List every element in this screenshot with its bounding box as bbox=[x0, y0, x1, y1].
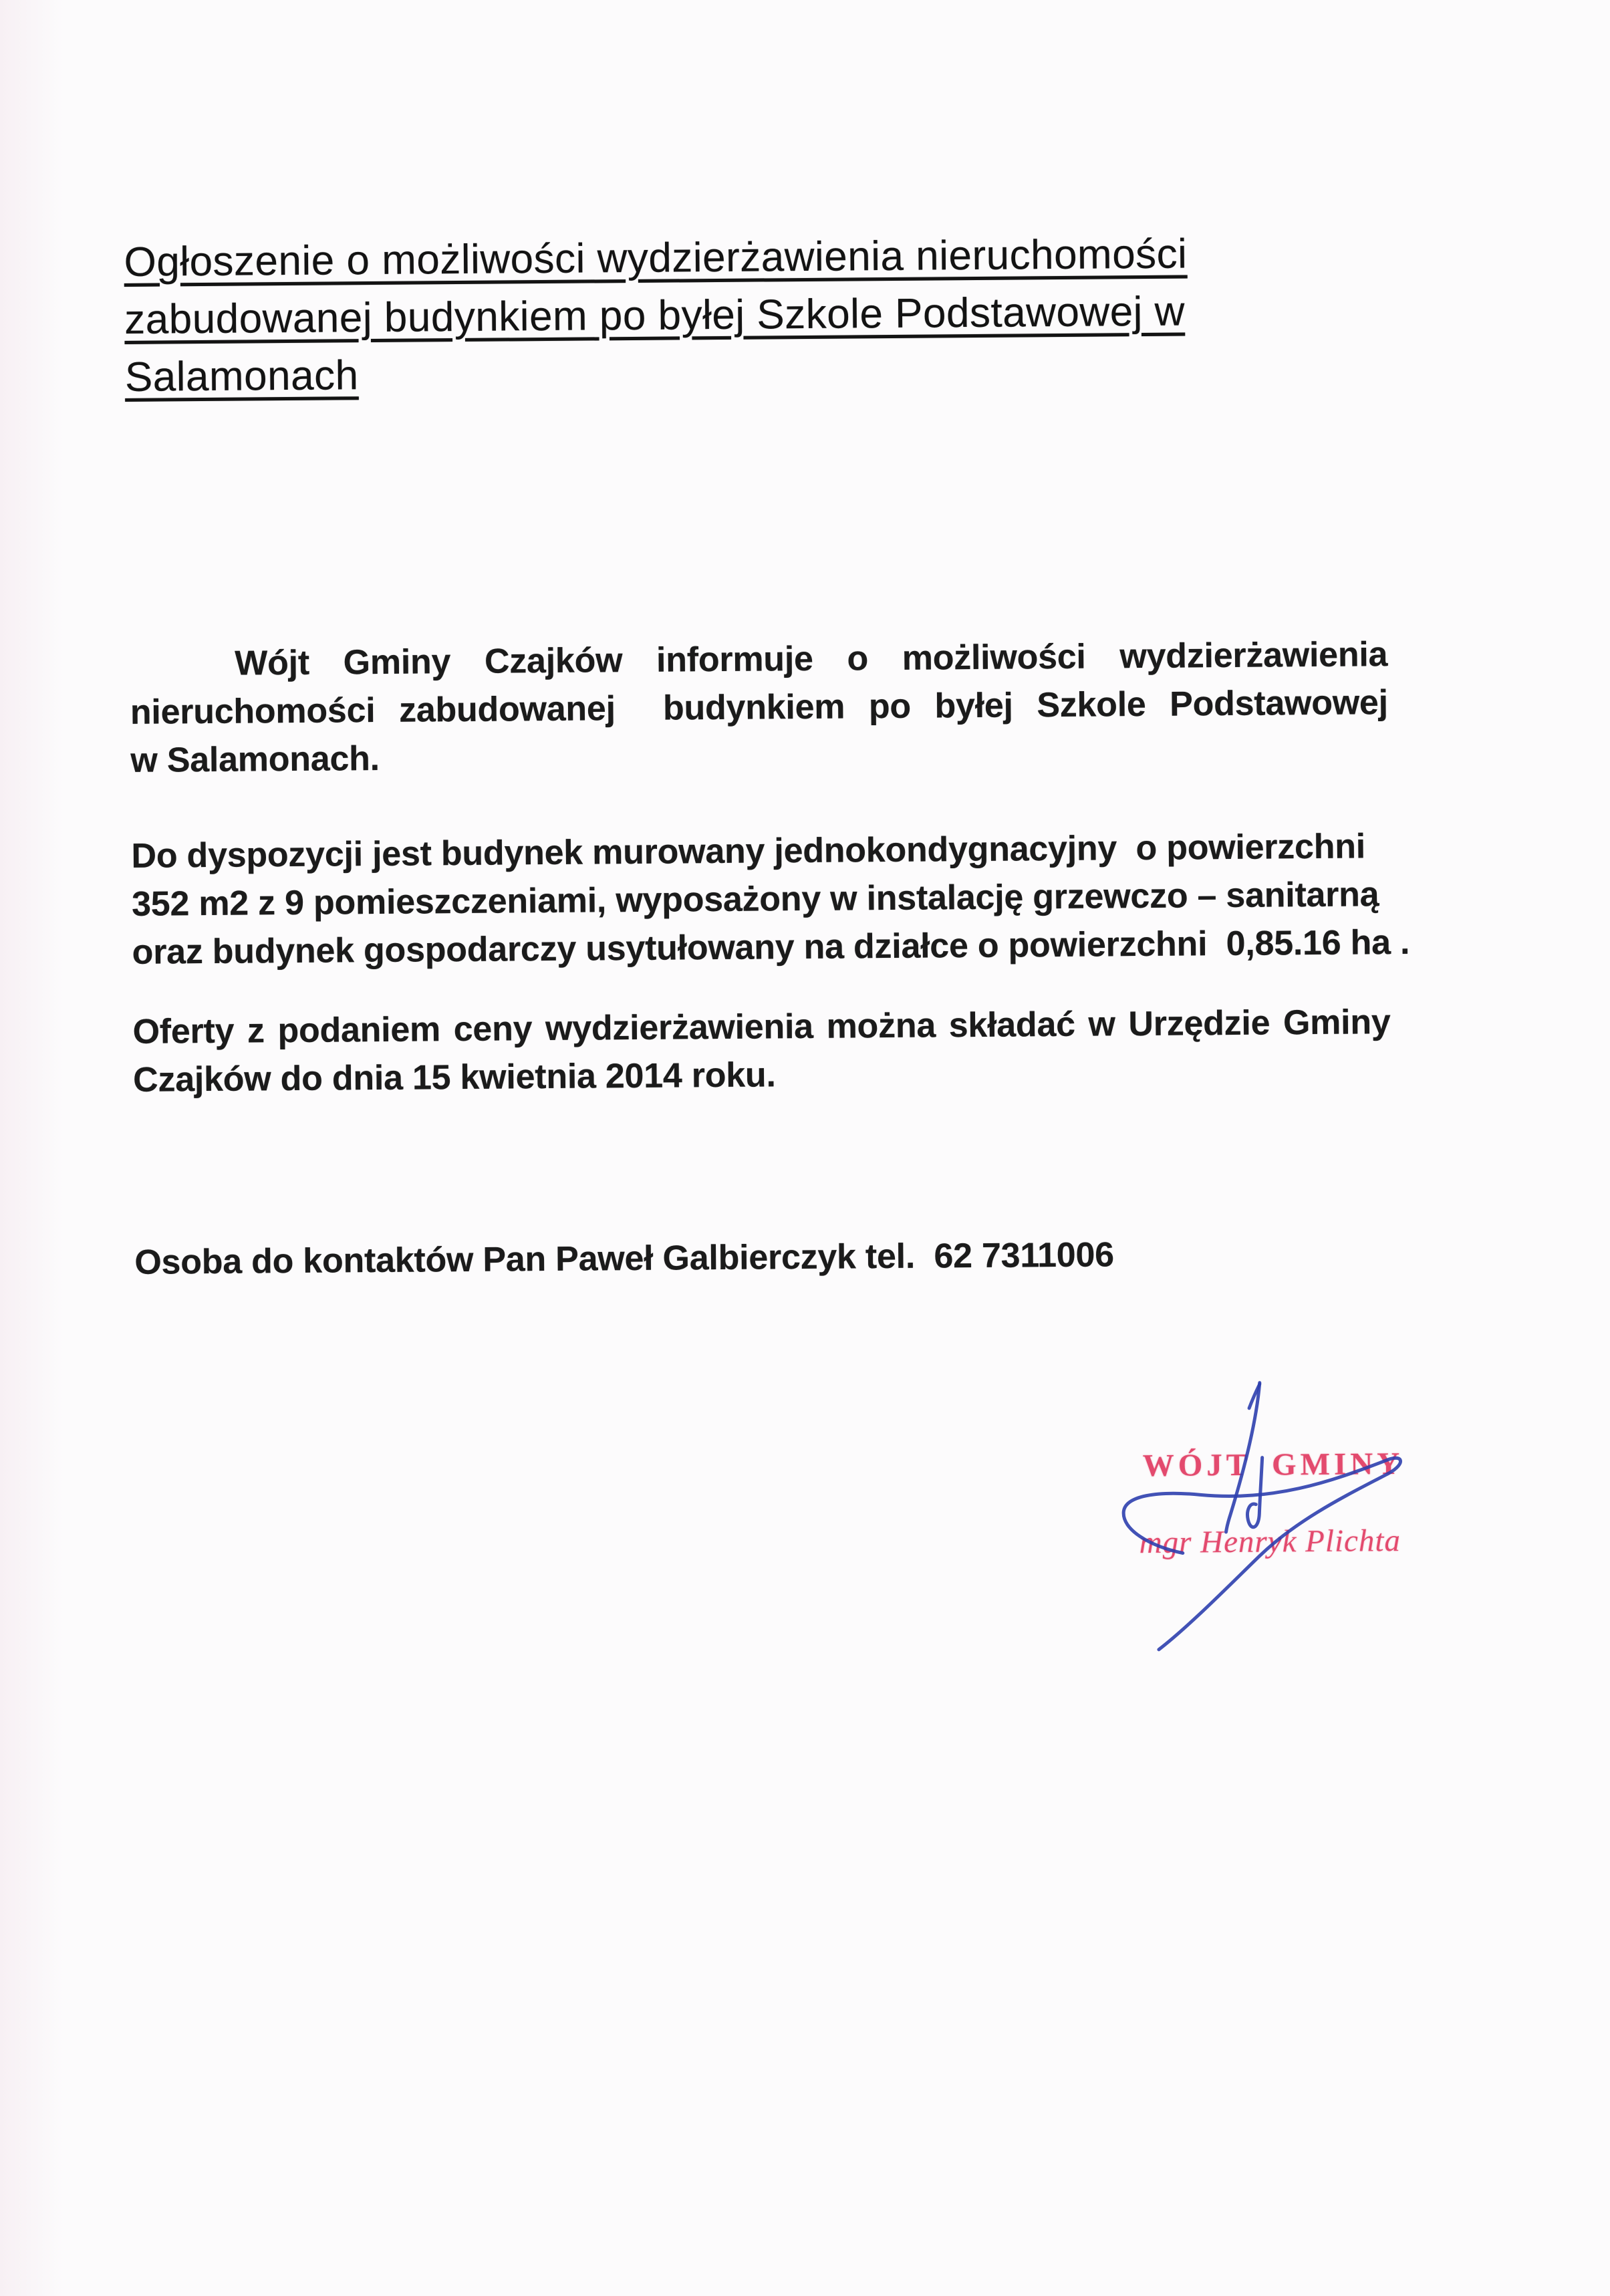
paragraph-building-description bbox=[131, 822, 1410, 977]
body-line: nieruchomości zabudowanej budynkiem po byłej Szkole Podstawowej bbox=[130, 683, 1389, 732]
paragraph-intro bbox=[130, 630, 1389, 785]
body-line: w Salamonach. bbox=[130, 739, 380, 780]
signature-stroke bbox=[1247, 1458, 1263, 1527]
body-line: Czajków do dnia 15 kwietnia 2014 roku. bbox=[132, 1055, 776, 1100]
signature-stroke bbox=[1225, 1383, 1261, 1532]
body-line: Oferty z podaniem ceny wydzierżawienia można składać w Urzędzie Gminy bbox=[132, 1003, 1391, 1051]
body-line: oraz budynek gospodarczy usytułowany na działce o powierzchni 0,85.16 ha . bbox=[132, 922, 1410, 972]
body-line: Wójt Gminy Czajków informuje o możliwości wydzierżawienia bbox=[235, 635, 1388, 683]
body-line: Do dyspozycji jest budynek murowany jednokondygnacyjny o powierzchni bbox=[131, 827, 1366, 876]
title-line: Ogłoszenie o możliwości wydzierżawienia nieruchomości bbox=[124, 231, 1188, 285]
paragraph-offers bbox=[132, 998, 1391, 1104]
title-line: Salamonach bbox=[124, 352, 359, 400]
title-line: zabudowanej budynkiem po byłej Szkole Podstawowej w bbox=[124, 288, 1186, 343]
handwritten-signature-icon bbox=[1091, 1346, 1428, 1676]
stamp-text-mgr-henryk-plichta: mgr Henryk Plichta bbox=[1139, 1523, 1401, 1561]
document-title bbox=[124, 225, 1188, 406]
signature-stroke bbox=[1123, 1458, 1402, 1650]
stamp-text-wojt-gminy: WÓJT GMINY bbox=[1142, 1446, 1404, 1484]
contact-line: Osoba do kontaktów Pan Paweł Galbierczyk tel. 62 7311006 bbox=[134, 1235, 1115, 1282]
body-line: 352 m2 z 9 pomieszczeniami, wyposażony w instalację grzewczo – sanitarną bbox=[131, 875, 1379, 924]
